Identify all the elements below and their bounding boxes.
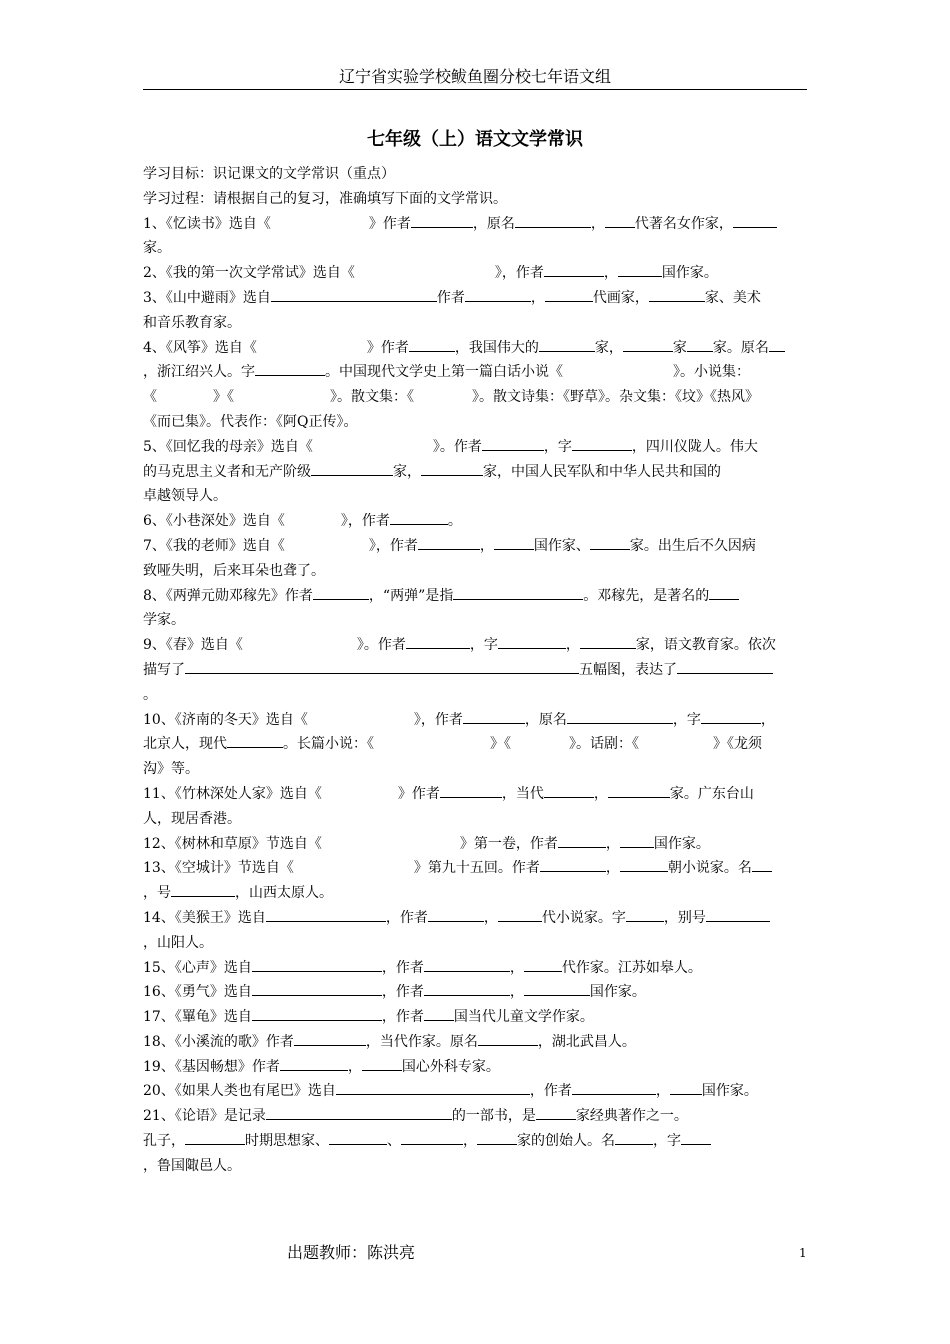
blank[interactable] [620,856,668,872]
question-8: 8、《两弹元勋邓稼先》作者 ，“两弹”是指 。邓稼先，是著名的 [143,584,807,609]
blank[interactable] [769,336,785,352]
blank[interactable] [494,534,534,550]
blank[interactable] [733,212,777,228]
blank[interactable] [401,1129,463,1145]
question-21-cont-2: ，鲁国陬邑人。 [143,1157,241,1174]
blank[interactable] [362,1055,402,1071]
blank[interactable] [752,856,772,872]
blank[interactable] [390,509,448,525]
question-5-cont-1: 的马克思主义者和无产阶级 家， 家，中国人民军队和中华人民共和国的 [143,460,807,485]
blank[interactable] [252,980,382,996]
blank[interactable] [411,212,473,228]
blank[interactable] [266,906,386,922]
question-10: 10、《济南的冬天》选自《 》，作者 ，原名 ，字 ， [143,708,807,733]
question-3-cont: 和音乐教育家。 [143,314,241,331]
question-19: 19、《基因畅想》作者 ， 国心外科专家。 [143,1055,807,1080]
blank[interactable] [498,633,566,649]
blank[interactable] [677,658,773,674]
question-8-cont: 学家。 [143,612,185,629]
blank[interactable] [428,906,484,922]
blank[interactable] [418,534,480,550]
blank[interactable] [336,1079,530,1095]
question-4-cont-2: 《 》《 》。散文集：《 》。散文诗集：《野草》。杂文集：《坟》《热风》 [143,389,759,406]
blank[interactable] [626,906,664,922]
blank[interactable] [255,360,325,376]
blank[interactable] [687,336,713,352]
blank[interactable] [544,782,594,798]
question-4-cont-3: 《而已集》。代表作：《阿Q正传》。 [143,413,358,430]
blank[interactable] [185,1129,245,1145]
question-3: 3、《山中避雨》选自 作者 ， 代画家， 家、美术 [143,286,807,311]
blank[interactable] [463,708,525,724]
learning-process: 学习过程：请根据自己的复习，准确填写下面的文学常识。 [143,190,507,207]
blank[interactable] [465,286,531,302]
question-15: 15、《心声》选自 ，作者 ， 代作家。江苏如皋人。 [143,956,807,981]
blank[interactable] [701,708,761,724]
blank[interactable] [709,584,739,600]
question-11: 11、《竹林深处人家》选自《 》作者 ，当代 ， 家。广东台山 [143,782,807,807]
blank[interactable] [706,906,770,922]
question-16: 16、《勇气》选自 ，作者 ， 国作家。 [143,980,807,1005]
question-13-cont: ，号 ，山西太原人。 [143,881,807,906]
question-7-cont: 致哑失明，后来耳朵也聋了。 [143,562,325,579]
footer-teacher: 出题教师：陈洪亮 [287,1243,416,1262]
blank[interactable] [440,782,502,798]
header-rule [143,89,807,90]
blank[interactable] [271,286,437,302]
blank[interactable] [590,534,630,550]
blank[interactable] [313,584,369,600]
blank[interactable] [280,1055,348,1071]
question-4: 4、《风筝》选自《 》作者 ，我国伟大的 家， 家 家。原名 [143,336,807,361]
question-1-cont: 家。 [143,240,171,257]
blank[interactable] [540,856,606,872]
blank[interactable] [605,212,635,228]
question-21: 21、《论语》是记录 的一部书，是 家经典著作之一。 [143,1104,807,1129]
question-11-cont: 人，现居香港。 [143,810,241,827]
question-14: 14、《美猴王》选自 ，作者 ， 代小说家。字 ，别号 [143,906,807,931]
question-13: 13、《空城计》节选自《 》第九十五回。作者 ， 朝小说家。名 [143,856,807,881]
blank[interactable] [615,1129,653,1145]
blank[interactable] [424,980,510,996]
question-5: 5、《回忆我的母亲》选自《 》。作者 ，字 ，四川仪陇人。伟大 [143,435,807,460]
blank[interactable] [421,460,483,476]
page-title: 七年级（上）语文文学常识 [367,129,583,150]
blank[interactable] [572,1079,656,1095]
question-4-cont-1: ，浙江绍兴人。字 。中国现代文学史上第一篇白话小说《 》。小说集： [143,360,807,385]
blank[interactable] [545,286,593,302]
blank[interactable] [252,956,382,972]
worksheet-body [143,162,807,1179]
blank[interactable] [567,708,673,724]
blank[interactable] [608,782,670,798]
blank[interactable] [572,435,632,451]
blank[interactable] [252,1005,382,1021]
blank[interactable] [409,336,455,352]
blank[interactable] [185,658,579,674]
blank[interactable] [623,336,673,352]
blank[interactable] [453,584,583,600]
blank[interactable] [329,1129,387,1145]
question-10-cont-2: 沟》等。 [143,761,199,778]
blank[interactable] [544,261,604,277]
question-7: 7、《我的老师》选自《 》，作者 ， 国作家、 家。出生后不久因病 [143,534,807,559]
blank[interactable] [670,1079,702,1095]
blank[interactable] [171,881,235,897]
blank[interactable] [294,1030,366,1046]
question-9: 9、《春》选自《 》。作者 ，字 ， 家，语文教育家。依次 [143,633,807,658]
blank[interactable] [618,261,662,277]
blank[interactable] [266,1104,452,1120]
blank[interactable] [478,1030,538,1046]
question-9-cont-2: 。 [143,686,157,703]
blank[interactable] [649,286,705,302]
question-5-cont-2: 卓越领导人。 [143,488,227,505]
blank[interactable] [620,832,654,848]
blank[interactable] [580,633,636,649]
learning-goal: 学习目标：识记课文的文学常识（重点） [143,166,395,182]
blank[interactable] [498,906,542,922]
blank[interactable] [558,832,606,848]
question-1: 1、《忆读书》选自《 》作者 ，原名 ， 代著名女作家， [143,212,807,237]
blank[interactable] [227,732,283,748]
question-10-cont-1: 北京人，现代 。长篇小说：《 》《 》。话剧：《 》《龙须 [143,732,807,757]
blank[interactable] [311,460,393,476]
blank[interactable] [539,336,595,352]
question-12: 12、《树林和草原》节选自《 》第一卷，作者 ， 国作家。 [143,832,807,857]
page-number: 1 [799,1246,807,1260]
blank[interactable] [424,956,510,972]
blank[interactable] [482,435,544,451]
blank[interactable] [477,1129,517,1145]
question-21-cont-1: 孔子， 时期思想家、 、 ， 家的创始人。名 ，字 [143,1129,807,1154]
blank[interactable] [524,956,562,972]
question-6: 6、《小巷深处》选自《 》，作者 。 [143,509,807,534]
blank[interactable] [524,980,590,996]
blank[interactable] [536,1104,576,1120]
blank[interactable] [515,212,591,228]
question-2: 2、《我的第一次文学常试》选自《 》，作者 ， 国作家。 [143,261,807,286]
blank[interactable] [424,1005,454,1021]
page-header: 辽宁省实验学校鲅鱼圈分校七年语文组 [338,67,611,86]
question-14-cont: ，山阳人。 [143,934,213,951]
question-17: 17、《罼龟》选自 ，作者 国当代儿童文学作家。 [143,1005,807,1030]
question-18: 18、《小溪流的歌》作者 ，当代作家。原名 ，湖北武昌人。 [143,1030,807,1055]
blank[interactable] [406,633,470,649]
question-9-cont-1: 描写了 五幅图，表达了 [143,658,807,683]
question-20: 20、《如果人类也有尾巴》选自 ，作者 ， 国作家。 [143,1079,807,1104]
blank[interactable] [681,1129,711,1145]
